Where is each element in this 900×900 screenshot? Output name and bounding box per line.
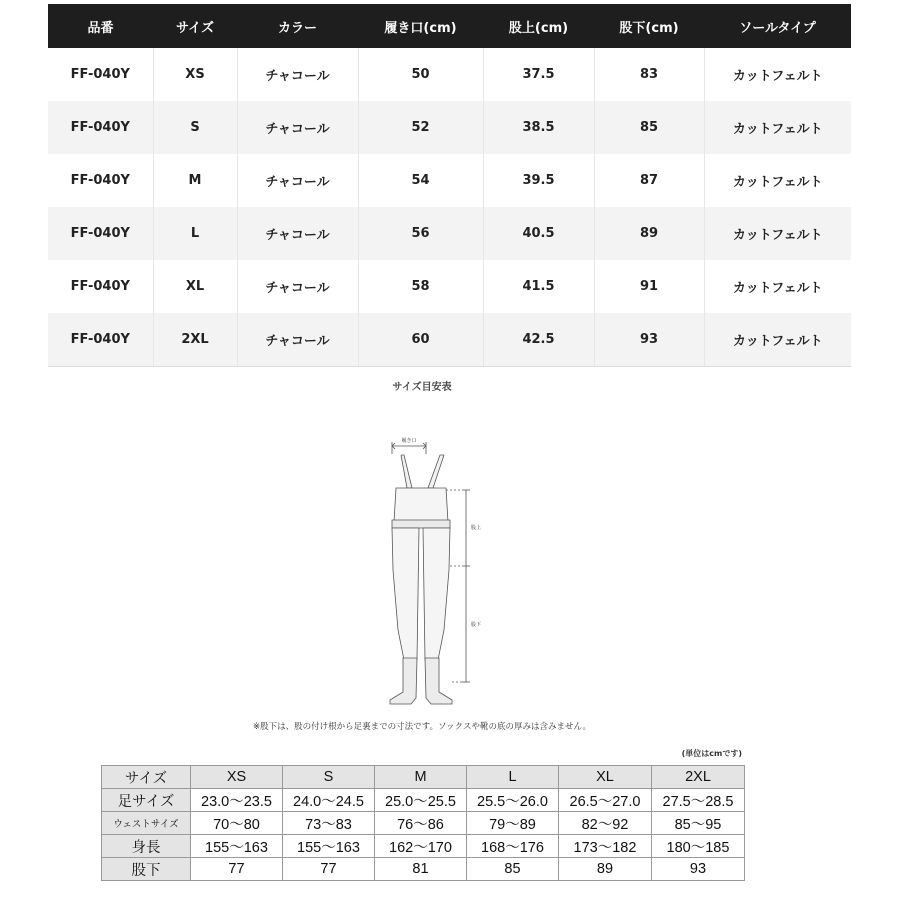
table-cell: 23.0〜23.5 [191, 789, 283, 812]
header-xl: XL [559, 766, 652, 789]
table-row [48, 101, 851, 154]
cell-opening: 50 [358, 48, 483, 101]
row-header-waist-size: ウェストサイズ [102, 812, 191, 835]
cell-product-number: FF-040Y [48, 313, 153, 367]
label-opening: 履き口 [401, 438, 417, 444]
cell-opening: 54 [358, 154, 483, 207]
table-row [48, 207, 851, 260]
cell-inseam: 91 [594, 260, 704, 313]
table-cell: 85〜95 [652, 812, 745, 835]
table-cell: 25.0〜25.5 [375, 789, 467, 812]
header-inseam: 股下(cm) [594, 4, 704, 48]
table-cell: 77 [191, 858, 283, 881]
cell-inseam: 89 [594, 207, 704, 260]
cell-size: M [153, 154, 237, 207]
size-guide-header [102, 766, 745, 789]
wader-diagram [370, 430, 500, 715]
table-cell: 85 [467, 858, 559, 881]
header-2xl: 2XL [652, 766, 745, 789]
cell-product-number: FF-040Y [48, 154, 153, 207]
row-header-height: 身長 [102, 835, 191, 858]
cell-color: チャコール [237, 313, 358, 367]
cell-size: 2XL [153, 313, 237, 367]
cell-sole-type: カットフェルト [704, 154, 851, 207]
header-opening: 履き口(cm) [358, 4, 483, 48]
table-cell: 26.5〜27.0 [559, 789, 652, 812]
label-inseam: 股下 [471, 622, 482, 628]
size-guide-caption: サイズ目安表 [392, 382, 452, 393]
cell-inseam: 87 [594, 154, 704, 207]
table-cell: 82〜92 [559, 812, 652, 835]
table-row [48, 154, 851, 207]
table-row [102, 835, 745, 858]
cell-product-number: FF-040Y [48, 207, 153, 260]
table-cell: 77 [283, 858, 375, 881]
table-cell: 73〜83 [283, 812, 375, 835]
header-sole-type: ソールタイプ [704, 4, 851, 48]
table-cell: 173〜182 [559, 835, 652, 858]
cell-sole-type: カットフェルト [704, 207, 851, 260]
table-cell: 27.5〜28.5 [652, 789, 745, 812]
cell-product-number: FF-040Y [48, 260, 153, 313]
cell-sole-type: カットフェルト [704, 48, 851, 101]
cell-rise: 39.5 [483, 154, 594, 207]
row-header-foot-size: 足サイズ [102, 789, 191, 812]
table-cell: 70〜80 [191, 812, 283, 835]
cell-sole-type: カットフェルト [704, 260, 851, 313]
cell-opening: 60 [358, 313, 483, 367]
cell-sole-type: カットフェルト [704, 313, 851, 367]
table-row [102, 812, 745, 835]
row-header-inseam: 股下 [102, 858, 191, 881]
cell-rise: 40.5 [483, 207, 594, 260]
cell-size: XL [153, 260, 237, 313]
header-rise: 股上(cm) [483, 4, 594, 48]
header-xs: XS [191, 766, 283, 789]
table-cell: 89 [559, 858, 652, 881]
cell-size: XS [153, 48, 237, 101]
table-cell: 25.5〜26.0 [467, 789, 559, 812]
table-cell: 162〜170 [375, 835, 467, 858]
header-color: カラー [237, 4, 358, 48]
table-cell: 180〜185 [652, 835, 745, 858]
cell-color: チャコール [237, 260, 358, 313]
size-guide-table [101, 765, 745, 881]
cell-color: チャコール [237, 48, 358, 101]
cell-opening: 58 [358, 260, 483, 313]
cell-size: L [153, 207, 237, 260]
table-row [102, 858, 745, 881]
spec-table [48, 4, 851, 367]
cell-product-number: FF-040Y [48, 101, 153, 154]
header-product-number: 品番 [48, 4, 153, 48]
cell-rise: 41.5 [483, 260, 594, 313]
table-row [48, 313, 851, 367]
cell-inseam: 85 [594, 101, 704, 154]
cell-rise: 37.5 [483, 48, 594, 101]
inseam-note: ※股下は、股の付け根から足裏までの寸法です。ソックスや靴の底の厚みは含みません。 [253, 722, 591, 732]
table-row [102, 789, 745, 812]
cell-inseam: 93 [594, 313, 704, 367]
cell-product-number: FF-040Y [48, 48, 153, 101]
cell-rise: 42.5 [483, 313, 594, 367]
header-s: S [283, 766, 375, 789]
table-cell: 24.0〜24.5 [283, 789, 375, 812]
table-cell: 76〜86 [375, 812, 467, 835]
unit-note: (単位はcmです) [681, 749, 742, 758]
cell-rise: 38.5 [483, 101, 594, 154]
table-row [48, 260, 851, 313]
header-size: サイズ [153, 4, 237, 48]
cell-opening: 56 [358, 207, 483, 260]
spec-table-header [48, 4, 851, 48]
cell-color: チャコール [237, 207, 358, 260]
cell-size: S [153, 101, 237, 154]
table-row [48, 48, 851, 101]
cell-opening: 52 [358, 101, 483, 154]
table-cell: 155〜163 [191, 835, 283, 858]
cell-color: チャコール [237, 101, 358, 154]
table-cell: 81 [375, 858, 467, 881]
cell-color: チャコール [237, 154, 358, 207]
table-cell: 79〜89 [467, 812, 559, 835]
cell-sole-type: カットフェルト [704, 101, 851, 154]
label-rise: 股上 [471, 525, 482, 531]
cell-inseam: 83 [594, 48, 704, 101]
table-cell: 155〜163 [283, 835, 375, 858]
header-size: サイズ [102, 766, 191, 789]
header-l: L [467, 766, 559, 789]
table-cell: 168〜176 [467, 835, 559, 858]
table-cell: 93 [652, 858, 745, 881]
header-m: M [375, 766, 467, 789]
